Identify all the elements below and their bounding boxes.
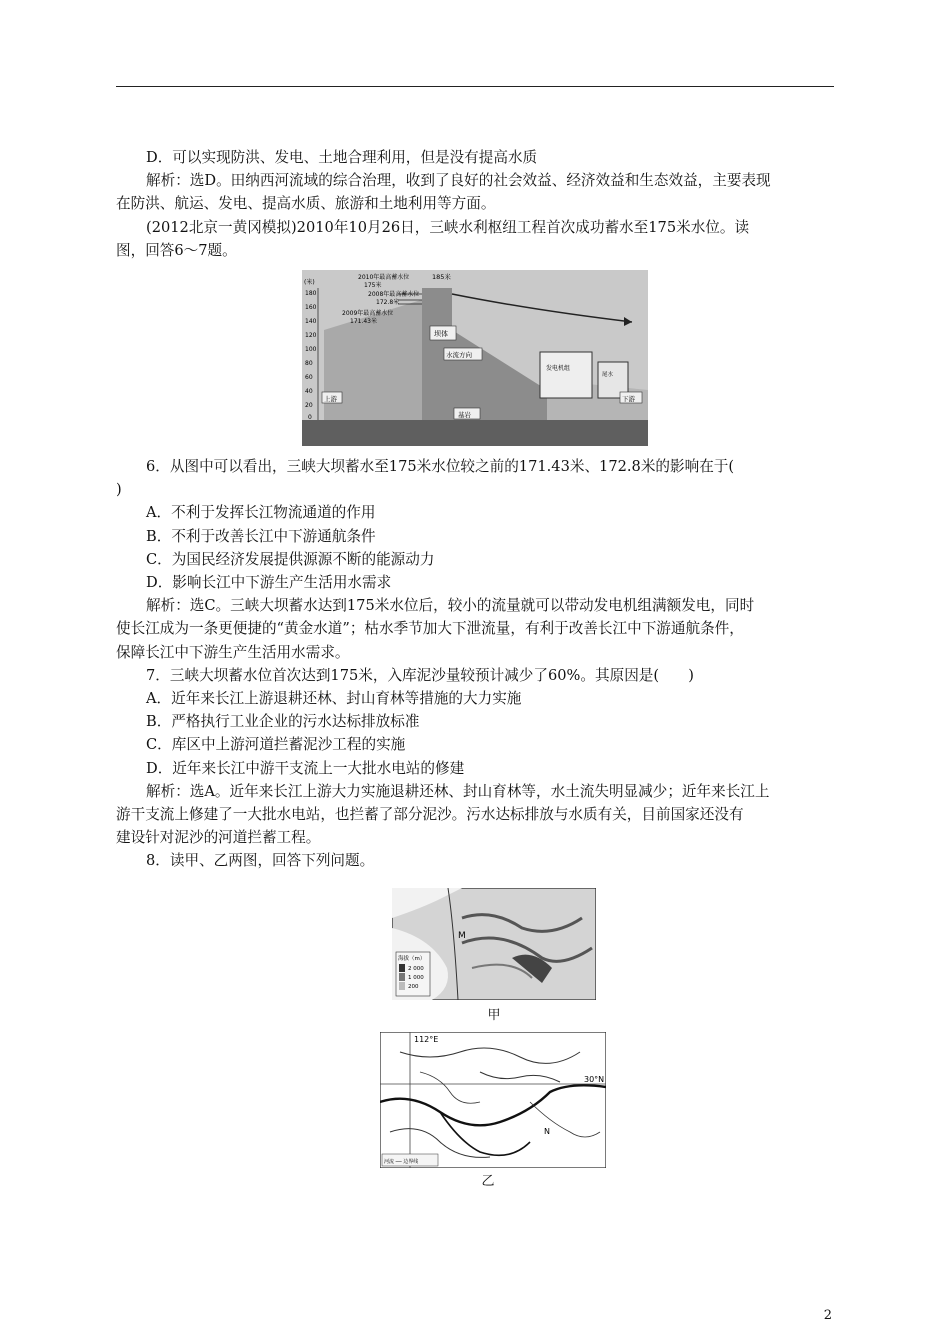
dam-cross-section bbox=[302, 270, 648, 446]
label-n: N bbox=[544, 1127, 550, 1136]
map-yi-image bbox=[380, 1032, 606, 1168]
caption-yi: 乙 bbox=[481, 1174, 495, 1189]
option-b: B．严格执行工业企业的污水达标排放标准 bbox=[146, 713, 420, 731]
option-c: C．库区中上游河道拦蓄泥沙工程的实施 bbox=[146, 736, 406, 754]
label-2009-value: 171.43米 bbox=[350, 318, 377, 325]
legend-2000: 2 000 bbox=[408, 966, 424, 972]
y-tick: 100 bbox=[305, 346, 317, 353]
label-2009: 2009年最高蓄水位 bbox=[342, 310, 394, 317]
legend-title: 海拔（m） bbox=[398, 956, 426, 962]
caption-jia: 甲 bbox=[487, 1008, 501, 1023]
y-tick: 120 bbox=[305, 332, 317, 339]
header-rule bbox=[116, 86, 834, 87]
y-tick: 140 bbox=[305, 318, 317, 325]
label-flow: 水流方向 bbox=[446, 351, 472, 359]
text-block-questions bbox=[116, 455, 836, 873]
map-jia-image bbox=[392, 888, 596, 1000]
label-m: M bbox=[458, 931, 466, 941]
option-d-prev: D．可以实现防洪、发电、土地合理利用，但是没有提高水质 bbox=[146, 149, 538, 166]
question-intro: 图，回答6～7题。 bbox=[116, 241, 237, 259]
question-8: 8．读甲、乙两图，回答下列问题。 bbox=[146, 852, 375, 870]
label-downstream: 下游 bbox=[622, 395, 635, 403]
option-d: D．影响长江中下游生产生活用水需求 bbox=[146, 574, 392, 592]
option-a: A．不利于发挥长江物流通道的作用 bbox=[146, 504, 376, 522]
text-block-top bbox=[116, 146, 836, 262]
label-upstream: 上游 bbox=[324, 395, 337, 403]
y-tick: 180 bbox=[305, 290, 317, 297]
y-tick: 160 bbox=[305, 304, 317, 311]
y-tick: 20 bbox=[305, 402, 313, 409]
analysis-line: 解析：选A。近年来长江上游大力实施退耕还林、封山育林等，水土流失明显减少；近年来长江上 bbox=[146, 782, 770, 800]
label-tailwater: 尾水 bbox=[602, 372, 614, 378]
question-6-cont: ) bbox=[116, 481, 122, 499]
question-intro: (2012北京一黄冈模拟)2010年10月26日，三峡水利枢纽工程首次成功蓄水至175米水位。读 bbox=[146, 218, 750, 236]
legend-200: 200 bbox=[408, 984, 419, 990]
legend-1000: 1 000 bbox=[408, 975, 424, 981]
dam-figure bbox=[302, 270, 648, 446]
analysis-line: 使长江成为一条更便捷的“黄金水道”；枯水季节加大下泄流量，有利于改善长江中下游通航条件， bbox=[116, 620, 744, 638]
y-tick: 0 bbox=[308, 414, 312, 421]
question-7: 7．三峡大坝蓄水位首次达到175米，入库泥沙量较预计减少了60%。其原因是( ) bbox=[146, 666, 694, 684]
label-2010-value: 175米 bbox=[364, 282, 382, 289]
option-a: A．近年来长江上游退耕还林、封山育林等措施的大力实施 bbox=[146, 690, 522, 708]
label-2008-value: 172.8米 bbox=[376, 299, 400, 306]
analysis-line: 保障长江中下游生产生活用水需求。 bbox=[116, 643, 350, 661]
label-30n: 30°N bbox=[584, 1075, 605, 1084]
label-2008: 2008年最高蓄水位 bbox=[368, 291, 420, 298]
analysis-line: 解析：选C。三峡大坝蓄水达到175米水位后，较小的流量就可以带动发电机组满额发电，同时 bbox=[146, 597, 755, 615]
page-number: 2 bbox=[823, 1308, 832, 1323]
label-generator: 发电机组 bbox=[546, 365, 571, 372]
question-6: 6．从图中可以看出，三峡大坝蓄水至175米水位较之前的171.43米、172.8米的影响在于( bbox=[146, 458, 735, 475]
map-yi bbox=[380, 1032, 606, 1168]
label-bedrock: 基岩 bbox=[458, 411, 471, 419]
legend-note: 河流 ── 边界线 bbox=[384, 1159, 419, 1165]
label-185: 185米 bbox=[432, 273, 451, 281]
y-tick: 80 bbox=[305, 360, 313, 367]
label-2010: 2010年最高蓄水位 bbox=[358, 274, 410, 281]
map-jia bbox=[392, 888, 596, 1000]
label-112e: 112°E bbox=[414, 1035, 439, 1044]
option-d: D．近年来长江中游干支流上一大批水电站的修建 bbox=[146, 759, 465, 777]
option-c: C．为国民经济发展提供源源不断的能源动力 bbox=[146, 550, 435, 568]
analysis-line: 在防洪、航运、发电、提高水质、旅游和土地利用等方面。 bbox=[116, 195, 496, 213]
y-tick: 60 bbox=[305, 374, 313, 381]
y-tick: 40 bbox=[305, 388, 313, 395]
analysis-line: 建设针对泥沙的河道拦蓄工程。 bbox=[116, 829, 321, 847]
label-dam: 坝体 bbox=[434, 330, 448, 338]
analysis-line: 解析：选D。田纳西河流域的综合治理，收到了良好的社会效益、经济效益和生态效益，主要表现 bbox=[146, 172, 771, 190]
y-unit: (米) bbox=[304, 279, 315, 286]
option-b: B．不利于改善长江中下游通航条件 bbox=[146, 527, 376, 545]
analysis-line: 游干支流上修建了一大批水电站，也拦蓄了部分泥沙。污水达标排放与水质有关，目前国家还没有 bbox=[116, 806, 744, 824]
